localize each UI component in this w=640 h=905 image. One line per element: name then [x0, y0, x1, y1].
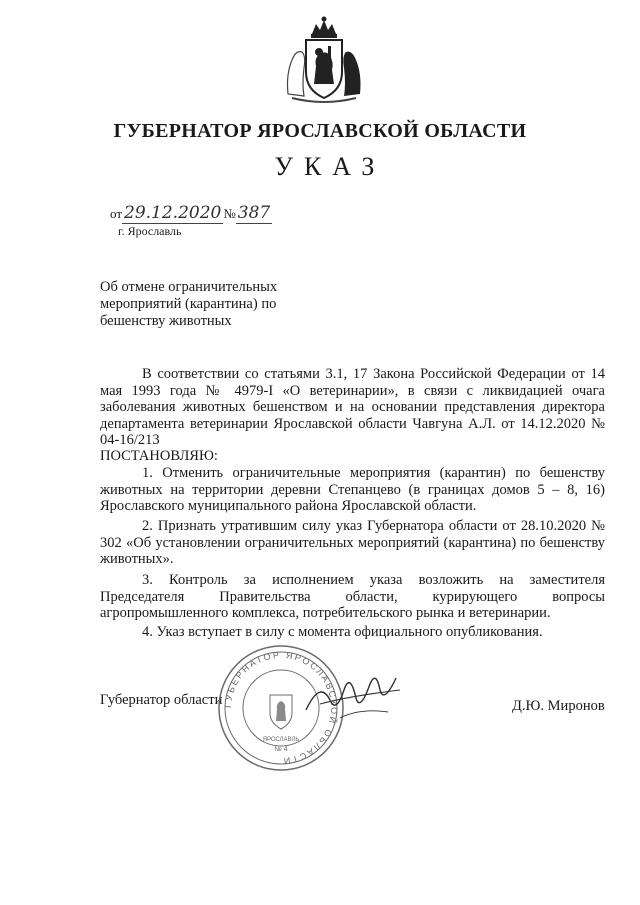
number-prefix: №: [223, 206, 236, 221]
decree-item: 1. Отменить ограничительные мероприятия (карантин) по бешенству животных на территории деревни Степанцево (в границах домов 5 – 8, 16) Ярославского муниципального района Ярославской области.: [100, 465, 605, 514]
seal-city: ЯРОСЛАВЛЬ: [262, 737, 300, 743]
date-prefix: от: [110, 206, 123, 221]
signer-name: Д.Ю. Миронов: [512, 698, 605, 714]
decree-subject: [100, 279, 277, 330]
decree-number: 387: [237, 203, 271, 223]
preamble-paragraph: В соответствии со статьями 3.1, 17 Закона Российской Федерации от 14 мая 1993 года № 4979-I «О ветеринарии», в связи с ликвидацией очага заболевания животных бешенством и на основании представления директора департамента ветеринарии Ярославской области Чавгуна А.Л. от 14.12.2020 № 04-16/213: [100, 366, 605, 448]
subject-line: Об отмене ограничительных: [100, 279, 278, 295]
decree-date: 29.12.2020: [124, 203, 222, 223]
city-label: г. Ярославль: [118, 224, 182, 238]
issuer-heading: ГУБЕРНАТОР ЯРОСЛАВСКОЙ ОБЛАСТИ: [113, 120, 527, 142]
date-number-line: [110, 203, 272, 224]
seal-number: № 4: [274, 746, 288, 753]
document-type-title: УКАЗ: [274, 152, 386, 181]
subject-line: бешенству животных: [100, 313, 232, 329]
decree-item: 3. Контроль за исполнением указа возложить на заместителя Председателя Правительства области, курирующего вопросы агропромышленного комплекса, потребительского рынка и ветеринарии.: [100, 572, 605, 621]
decree-item: 4. Указ вступает в силу с момента официального опубликования.: [142, 624, 543, 640]
decree-item: 2. Признать утратившим силу указ Губернатора области от 28.10.2020 № 302 «Об установлении ограничительных мероприятий (карантина) по бешенству животных».: [100, 518, 605, 567]
subject-line: мероприятий (карантина) по: [100, 296, 277, 312]
resolve-word: ПОСТАНОВЛЯЮ:: [100, 448, 218, 464]
signer-position: Губернатор области: [100, 692, 223, 708]
handwritten-signature-icon: [300, 660, 410, 730]
coat-of-arms-icon: [282, 14, 366, 108]
seal-ring-text: ГУБЕРНАТОР ЯРОСЛАВСКОЙ ОБЛАСТИ: [222, 649, 340, 767]
